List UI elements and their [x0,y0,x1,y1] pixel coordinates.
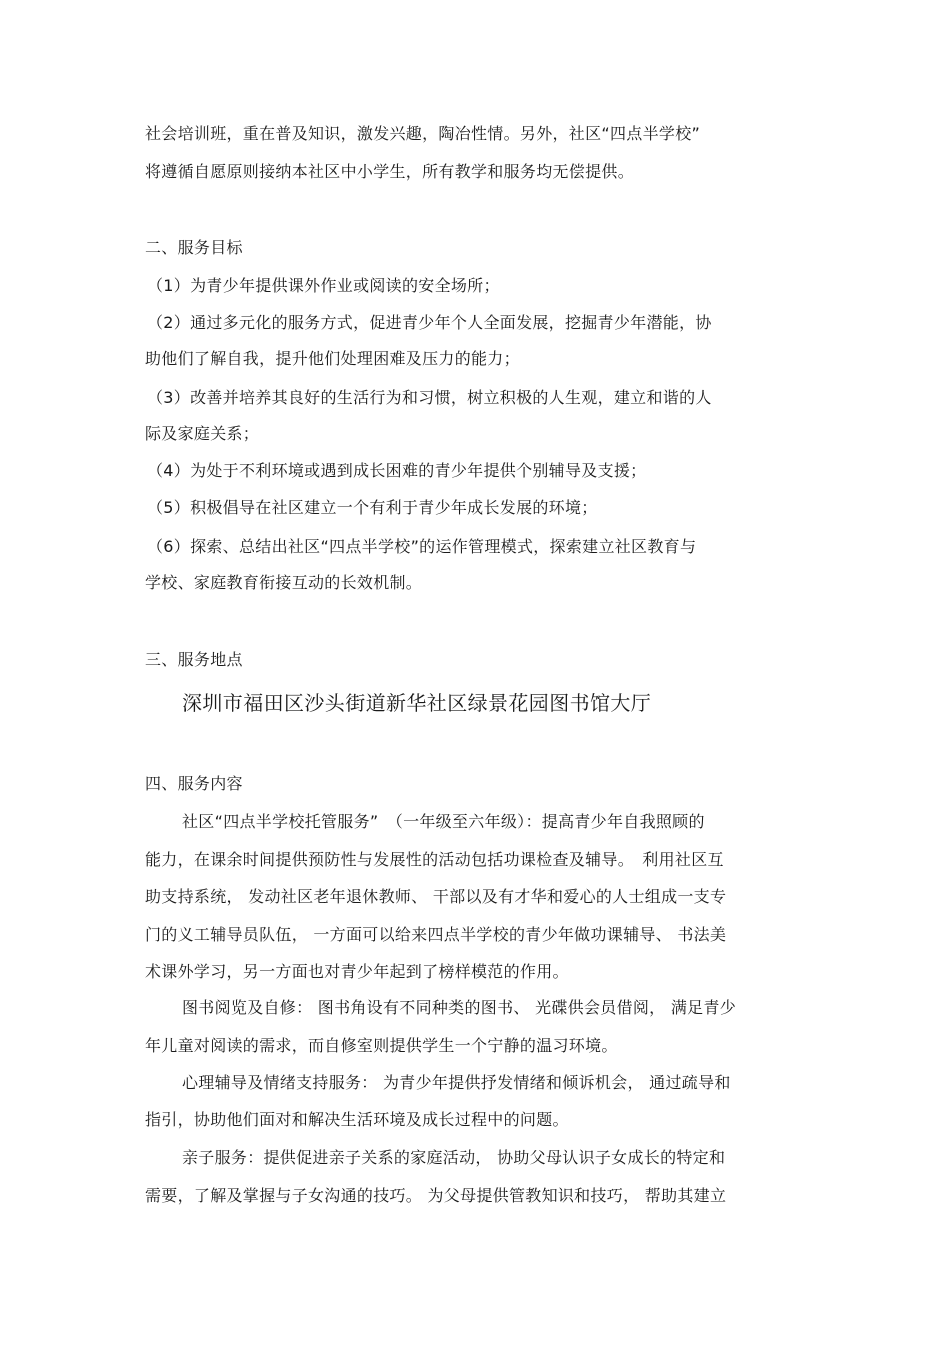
intro-line: 社会培训班，重在普及知识，激发兴趣，陶冶性情。另外，社区“四点半学校” [145,124,701,143]
content-paragraph-line: 门的义工辅导员队伍， 一方面可以给来四点半学校的青少年做功课辅导、 书法美 [145,925,727,944]
content-paragraph-line: 社区“四点半学校托管服务” （一年级至六年级）：提高青少年自我照顾的 [182,812,705,831]
content-paragraph-line: 助支持系统， 发动社区老年退休教师、 干部以及有才华和爱心的人士组成一支专 [145,887,727,906]
intro-line: 将遵循自愿原则接纳本社区中小学生，所有教学和服务均无偿提供。 [145,162,635,181]
goal-item-line: （4）为处于不利环境或遇到成长困难的青少年提供个别辅导及支援； [147,461,647,480]
content-paragraph-line: 指引，协助他们面对和解决生活环境及成长过程中的问题。 [145,1110,569,1129]
goal-item-line: 学校、家庭教育衔接互动的长效机制。 [145,573,423,592]
content-paragraph-line: 年儿童对阅读的需求，而自修室则提供学生一个宁静的温习环境。 [145,1036,618,1055]
goal-item-line: （2）通过多元化的服务方式，促进青少年个人全面发展，挖掘青少年潜能，协 [147,313,712,332]
goal-item-line: 际及家庭关系； [145,424,260,443]
section-heading-service-goals: 二、服务目标 [145,238,243,257]
section-heading-service-content: 四、服务内容 [145,774,243,793]
content-paragraph-line: 能力，在课余时间提供预防性与发展性的活动包括功课检查及辅导。 利用社区互 [145,850,724,869]
content-paragraph-line: 图书阅览及自修： 图书角设有不同种类的图书、 光碟供会员借阅， 满足青少 [182,998,737,1017]
content-paragraph-line: 心理辅导及情绪支持服务： 为青少年提供抒发情绪和倾诉机会， 通过疏导和 [182,1073,731,1092]
goal-item-line: （3）改善并培养其良好的生活行为和习惯，树立积极的人生观，建立和谐的人 [147,388,712,407]
goal-item-line: （1）为青少年提供课外作业或阅读的安全场所； [147,276,500,295]
content-paragraph-line: 亲子服务：提供促进亲子关系的家庭活动， 协助父母认识子女成长的特定和 [182,1148,726,1167]
content-paragraph-line: 术课外学习，另一方面也对青少年起到了榜样模范的作用。 [145,962,569,981]
goal-item-line: 助他们了解自我，提升他们处理困难及压力的能力； [145,349,520,368]
goal-item-line: （6）探索、总结出社区“四点半学校”的运作管理模式，探索建立社区教育与 [147,537,697,556]
service-location-text: 深圳市福田区沙头街道新华社区绿景花园图书馆大厅 [182,691,652,715]
content-paragraph-line: 需要，了解及掌握与子女沟通的技巧。 为父母提供管教知识和技巧， 帮助其建立 [145,1186,727,1205]
goal-item-line: （5）积极倡导在社区建立一个有利于青少年成长发展的环境； [147,498,598,517]
section-heading-service-location: 三、服务地点 [145,650,243,669]
